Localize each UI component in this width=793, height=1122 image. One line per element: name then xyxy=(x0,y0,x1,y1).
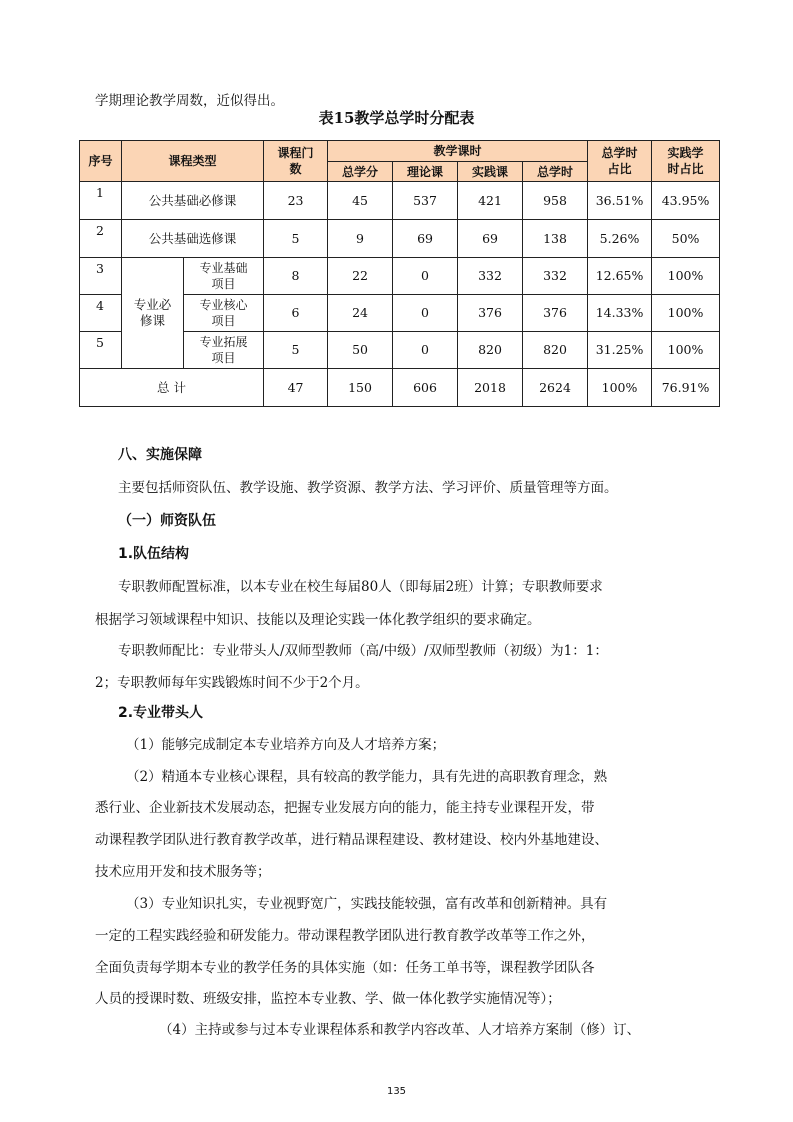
cell-index: 1 xyxy=(80,182,122,220)
header-course-count: 课程门 数 xyxy=(264,141,328,182)
cell-total: 332 xyxy=(523,258,588,295)
header-hours-ratio: 总学时 占比 xyxy=(588,141,652,182)
cell-index: 4 xyxy=(80,295,122,332)
cell-course-type: 公共基础必修课 xyxy=(122,182,264,220)
cell-practice-ratio: 76.91% xyxy=(652,369,720,407)
header-total-credit: 总学分 xyxy=(328,162,393,182)
cell-practice-ratio: 43.95% xyxy=(652,182,720,220)
cell-credit: 9 xyxy=(328,220,393,258)
cell-ratio: 36.51% xyxy=(588,182,652,220)
paragraph-line: 根据学习领域课程中知识、技能以及理论实践一体化教学组织的要求确定。 xyxy=(95,611,541,628)
paragraph-line: 专职教师配比：专业带头人/双师型教师（高/中级）/双师型教师（初级）为1：1： xyxy=(118,642,608,659)
cell-index: 2 xyxy=(80,220,122,258)
cell-practice: 332 xyxy=(458,258,523,295)
cell-credit: 50 xyxy=(328,332,393,369)
cell-ratio: 14.33% xyxy=(588,295,652,332)
section-heading: 八、实施保障 xyxy=(118,447,202,463)
preceding-text-line: 学期理论教学周数，近似得出。 xyxy=(95,93,284,109)
table-row xyxy=(80,258,720,295)
cell-total: 138 xyxy=(523,220,588,258)
cell-count: 5 xyxy=(264,220,328,258)
header-course-type: 课程类型 xyxy=(122,141,264,182)
cell-theory: 0 xyxy=(393,332,458,369)
item-heading: 2.专业带头人 xyxy=(118,705,204,721)
cell-total: 376 xyxy=(523,295,588,332)
paragraph-line: （1）能够完成制定本专业培养方向及人才培养方案； xyxy=(126,736,446,753)
cell-sub-type: 专业核心 项目 xyxy=(184,295,264,332)
cell-index: 3 xyxy=(80,258,122,295)
cell-sub-type: 专业基础 项目 xyxy=(184,258,264,295)
paragraph-line: 2；专职教师每年实践锻炼时间不少于2个月。 xyxy=(95,674,369,691)
cell-ratio: 12.65% xyxy=(588,258,652,295)
table-header-row xyxy=(80,141,720,162)
page-number: 135 xyxy=(386,1086,407,1097)
table-total-row xyxy=(80,369,720,407)
paragraph-line: （4）主持或参与过本专业课程体系和教学内容改革、人才培养方案制（修）订、 xyxy=(159,1021,641,1038)
table-row xyxy=(80,182,720,220)
cell-theory: 69 xyxy=(393,220,458,258)
paragraph-line: 一定的工程实践经验和研发能力。带动课程教学团队进行教育教学改革等工作之外， xyxy=(95,927,595,944)
table-row xyxy=(80,220,720,258)
cell-course-type: 公共基础选修课 xyxy=(122,220,264,258)
paragraph-line: 技术应用开发和技术服务等； xyxy=(95,863,271,880)
cell-total: 958 xyxy=(523,182,588,220)
cell-ratio: 100% xyxy=(588,369,652,407)
cell-count: 23 xyxy=(264,182,328,220)
cell-practice: 376 xyxy=(458,295,523,332)
paragraph-line: （2）精通本专业核心课程，具有较高的教学能力，具有先进的高职教育理念，熟 xyxy=(126,768,608,785)
cell-practice: 2018 xyxy=(458,369,523,407)
cell-group-major-required: 专业必 修课 xyxy=(122,258,184,369)
cell-total-label: 总 计 xyxy=(80,369,264,407)
cell-theory: 0 xyxy=(393,295,458,332)
cell-theory: 0 xyxy=(393,258,458,295)
cell-practice-ratio: 100% xyxy=(652,295,720,332)
cell-practice-ratio: 100% xyxy=(652,332,720,369)
cell-total: 820 xyxy=(523,332,588,369)
cell-theory: 537 xyxy=(393,182,458,220)
item-heading: 1.队伍结构 xyxy=(118,546,190,562)
paragraph-line: 悉行业、企业新技术发展动态，把握专业发展方向的能力，能主持专业课程开发，带 xyxy=(95,799,595,816)
cell-practice: 421 xyxy=(458,182,523,220)
header-practice-ratio: 实践学 时占比 xyxy=(652,141,720,182)
cell-practice: 820 xyxy=(458,332,523,369)
header-total-hours: 总学时 xyxy=(523,162,588,182)
cell-credit: 150 xyxy=(328,369,393,407)
table-title: 表15教学总学时分配表 xyxy=(318,109,475,127)
cell-practice-ratio: 50% xyxy=(652,220,720,258)
cell-ratio: 5.26% xyxy=(588,220,652,258)
paragraph-line: 动课程教学团队进行教育教学改革，进行精品课程建设、教材建设、校内外基地建设、 xyxy=(95,831,608,848)
cell-total: 2624 xyxy=(523,369,588,407)
header-theory: 理论课 xyxy=(393,162,458,182)
cell-ratio: 31.25% xyxy=(588,332,652,369)
paragraph-line: 人员的授课时数、班级安排，监控本专业教、学、做一体化教学实施情况等）； xyxy=(95,990,561,1007)
subsection-heading: （一）师资队伍 xyxy=(118,513,216,529)
cell-theory: 606 xyxy=(393,369,458,407)
cell-practice-ratio: 100% xyxy=(652,258,720,295)
cell-count: 5 xyxy=(264,332,328,369)
cell-count: 47 xyxy=(264,369,328,407)
cell-credit: 22 xyxy=(328,258,393,295)
cell-credit: 24 xyxy=(328,295,393,332)
header-teaching-hours: 教学课时 xyxy=(328,141,588,162)
cell-credit: 45 xyxy=(328,182,393,220)
cell-sub-type: 专业拓展 项目 xyxy=(184,332,264,369)
section-intro: 主要包括师资队伍、教学设施、教学资源、教学方法、学习评价、质量管理等方面。 xyxy=(118,479,618,496)
header-seq: 序号 xyxy=(80,141,122,182)
paragraph-line: （3）专业知识扎实，专业视野宽广，实践技能较强，富有改革和创新精神。具有 xyxy=(126,895,608,912)
cell-count: 8 xyxy=(264,258,328,295)
header-practice: 实践课 xyxy=(458,162,523,182)
cell-index: 5 xyxy=(80,332,122,369)
paragraph-line: 全面负责每学期本专业的教学任务的具体实施（如：任务工单书等，课程教学团队各 xyxy=(95,959,595,976)
paragraph-line: 专职教师配置标准，以本专业在校生每届80人（即每届2班）计算；专职教师要求 xyxy=(118,578,603,595)
cell-count: 6 xyxy=(264,295,328,332)
cell-practice: 69 xyxy=(458,220,523,258)
hours-allocation-table xyxy=(79,140,720,407)
